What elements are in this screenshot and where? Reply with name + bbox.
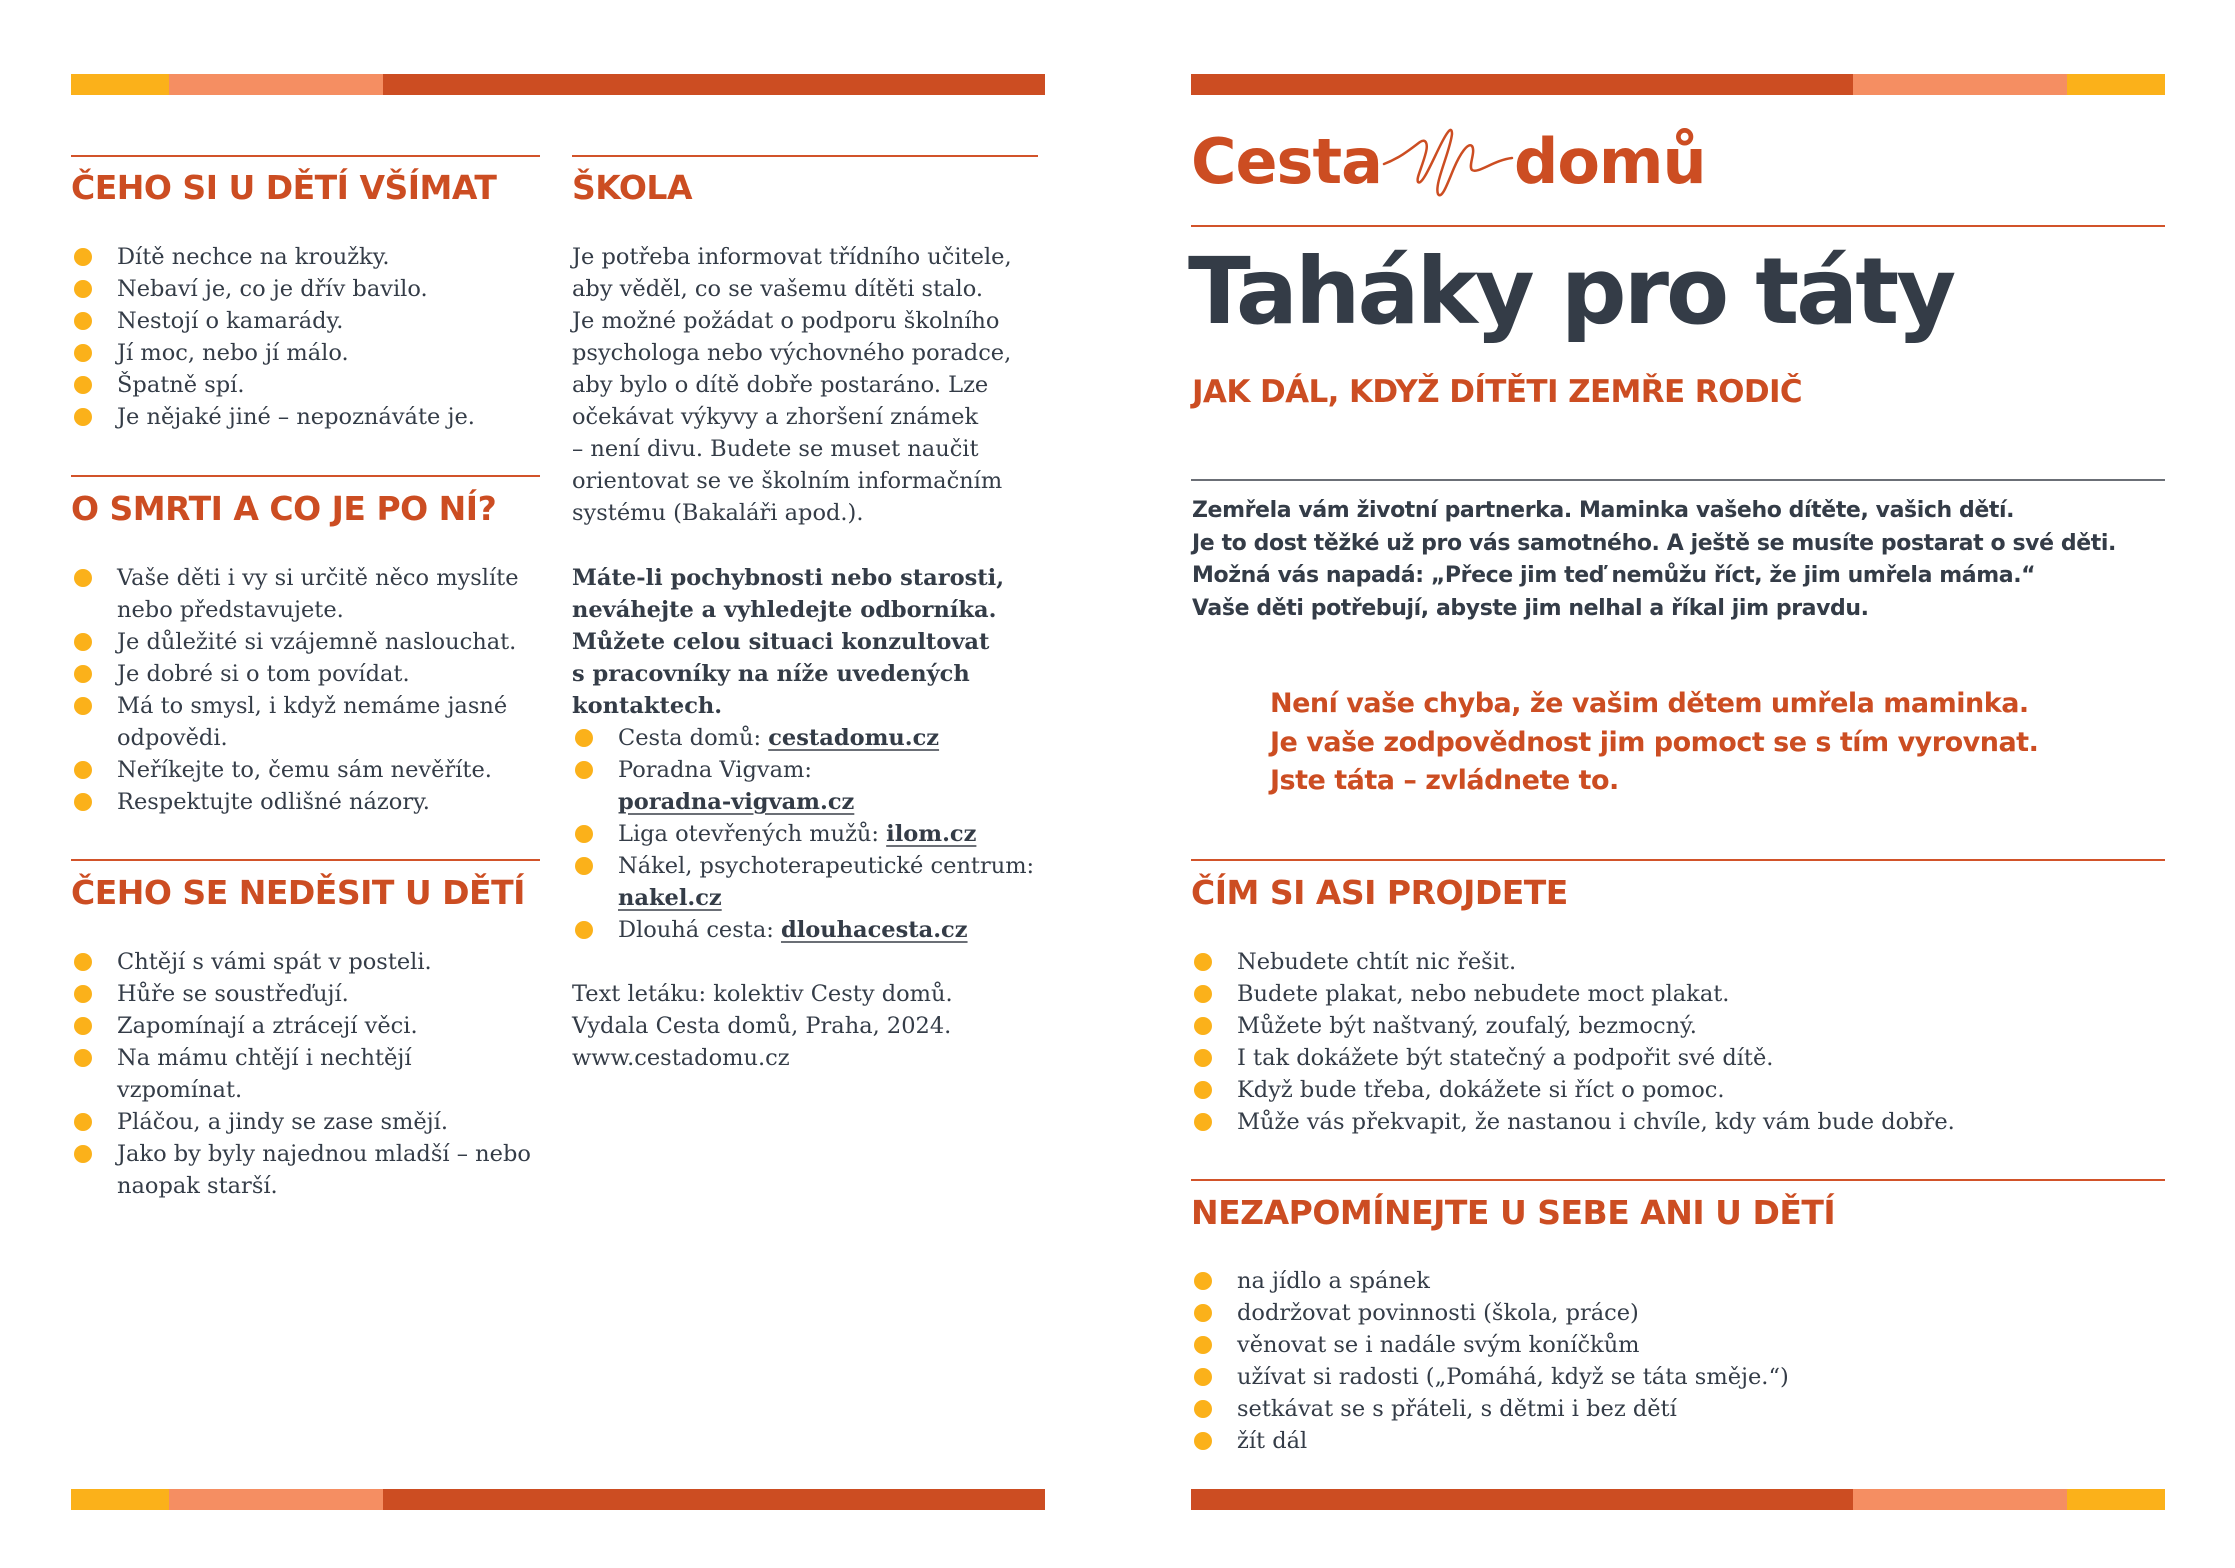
- list-item: Může vás překvapit, že nastanou i chvíle, kdy vám bude dobře.: [1191, 1106, 2161, 1138]
- credits: Text letáku: kolektiv Cesty domů. Vydala Cesta domů, Praha, 2024. www.cestadomu.cz: [572, 978, 1042, 1074]
- list-item: užívat si radosti („Pomáhá, když se táta směje.“): [1191, 1361, 2161, 1393]
- contact-link-nakel[interactable]: nakel.cz: [618, 885, 722, 911]
- contact-link-dlouhacesta[interactable]: dlouhacesta.cz: [780, 917, 968, 943]
- list-item: Je důležité si vzájemně naslouchat.: [71, 626, 541, 658]
- section-heading-school: ŠKOLA: [572, 168, 692, 207]
- dont-forget-list: [1191, 1265, 2161, 1457]
- bullet-dot-icon: [1194, 1336, 1212, 1354]
- list-item: Má to smysl, i když nemáme jasné odpovědi.: [71, 690, 541, 754]
- section-heading-dont-forget: NEZAPOMÍNEJTE U SEBE ANI U DĚTÍ: [1191, 1193, 1836, 1232]
- bar-segment-yellow: [2067, 1489, 2165, 1510]
- page-subtitle: JAK DÁL, KDYŽ DÍTĚTI ZEMŘE RODIČ: [1192, 374, 1803, 410]
- bar-segment-salmon: [1853, 1489, 2067, 1510]
- list-item: Neříkejte to, čemu sám nevěříte.: [71, 754, 541, 786]
- bullet-dot-icon: [1194, 1081, 1212, 1099]
- section-divider: [1191, 1179, 2165, 1181]
- section-heading-go-through: ČÍM SI ASI PROJDETE: [1191, 873, 1568, 912]
- bar-segment-yellow: [2067, 74, 2165, 95]
- list-item: Hůře se soustřeďují.: [71, 978, 541, 1010]
- section-divider: [1191, 859, 2165, 861]
- list-item: Zapomínají a ztrácejí věci.: [71, 1010, 541, 1042]
- squiggle-line-icon: [1382, 122, 1514, 202]
- bar-segment-red: [1191, 74, 1853, 95]
- list-item: Jako by byly najednou mladší – nebo naopak starší.: [71, 1138, 541, 1202]
- help-paragraph: Máte-li pochybnosti nebo starosti, neváhejte a vyhledejte odborníka. Můžete celou situaci konzultovat s pracovníky na níže uvedených kontaktech.: [572, 565, 1005, 719]
- bottom-color-bar: [1191, 1489, 2165, 1510]
- list-item: Nestojí o kamarády.: [71, 305, 541, 337]
- intro-divider: [1191, 479, 2165, 481]
- bullet-dot-icon: [1194, 953, 1212, 971]
- contact-item: Liga otevřených mužů: ilom.cz: [572, 818, 1042, 850]
- list-item: I tak dokážete být statečný a podpořit své dítě.: [1191, 1042, 2161, 1074]
- list-item: věnovat se i nadále svým koníčkům: [1191, 1329, 2161, 1361]
- list-item: Jí moc, nebo jí málo.: [71, 337, 541, 369]
- list-item: Respektujte odlišné názory.: [71, 786, 541, 818]
- bullet-dot-icon: [1194, 985, 1212, 1003]
- list-item: na jídlo a spánek: [1191, 1265, 2161, 1297]
- credits-website: www.cestadomu.cz: [572, 1045, 790, 1071]
- contact-item: Cesta domů: cestadomu.cz: [572, 722, 1042, 754]
- bar-segment-red: [1191, 1489, 1853, 1510]
- contact-item: Nákel, psychoterapeutické centrum: nakel.cz: [572, 850, 1042, 914]
- list-item: Je dobré si o tom povídat.: [71, 658, 541, 690]
- list-item: Je nějaké jiné – nepoznáváte je.: [71, 401, 541, 433]
- list-item: Nebudete chtít nic řešit.: [1191, 946, 2161, 978]
- contact-item: Dlouhá cesta: dlouhacesta.cz: [572, 914, 1042, 946]
- list-item: setkávat se s přáteli, s dětmi i bez dětí: [1191, 1393, 2161, 1425]
- bullet-dot-icon: [1194, 1113, 1212, 1131]
- page-title: Taháky pro táty: [1188, 238, 1954, 345]
- list-item: Dítě nechce na kroužky.: [71, 241, 541, 273]
- bullet-dot-icon: [1194, 1400, 1212, 1418]
- logo-divider: [1191, 225, 2165, 227]
- logo-word-domu: domů: [1513, 125, 1706, 198]
- list-item: Pláčou, a jindy se zase smějí.: [71, 1106, 541, 1138]
- bullet-dot-icon: [1194, 1432, 1212, 1450]
- list-item: Budete plakat, nebo nebudete moct plakat.: [1191, 978, 2161, 1010]
- section-heading-death: O SMRTI A CO JE PO NÍ?: [71, 489, 497, 528]
- logo: [1191, 122, 1706, 202]
- bullet-dot-icon: [1194, 1368, 1212, 1386]
- section-heading-notice: ČEHO SI U DĚTÍ VŠÍMAT: [71, 168, 497, 207]
- contact-link-vigvam[interactable]: poradna-vigvam.cz: [618, 789, 855, 815]
- bar-segment-salmon: [1853, 74, 2067, 95]
- school-paragraph: Je potřeba informovat třídního učitele, aby věděl, co se vašemu dítěti stalo. Je možné požádat o podporu školního psychologa nebo výchovného poradce, aby bylo o dítě dobře postaráno. Lze očekávat výkyvy a zhoršení známek – není divu. Budete se muset naučit orientovat se ve školním informačním systému (Bakaláři apod.).: [572, 244, 1012, 526]
- bullet-dot-icon: [1194, 1304, 1212, 1322]
- list-item: Když bude třeba, dokážete si říct o pomoc.: [1191, 1074, 2161, 1106]
- list-item: Vaše děti i vy si určitě něco myslíte nebo představujete.: [71, 562, 541, 626]
- list-item: Chtějí s vámi spát v posteli.: [71, 946, 541, 978]
- list-item: Nebaví je, co je dřív bavilo.: [71, 273, 541, 305]
- intro-text: Zemřela vám životní partnerka. Maminka vašeho dítěte, vašich dětí. Je to dost těžké už pro vás samotného. A ještě se musíte postarat o své děti. Možná vás napadá: „Přece jim teď nemůžu říct, že jim umřela máma.“ Vaše děti potřebují, abyste jim nelhal a říkal jim pravdu.: [1192, 498, 2116, 621]
- go-through-list: [1191, 946, 2161, 1138]
- contact-link-ilom[interactable]: ilom.cz: [886, 821, 977, 847]
- list-item: Můžete být naštvaný, zoufalý, bezmocný.: [1191, 1010, 2161, 1042]
- contact-link-cestadomu[interactable]: cestadomu.cz: [768, 725, 940, 751]
- top-color-bar: [1191, 74, 2165, 95]
- section-heading-not-scared: ČEHO SE NEDĚSIT U DĚTÍ: [71, 873, 525, 912]
- bullet-dot-icon: [1194, 1049, 1212, 1067]
- list-item: Na mámu chtějí i nechtějí vzpomínat.: [71, 1042, 541, 1106]
- contact-item: Poradna Vigvam: poradna-vigvam.cz: [572, 754, 1042, 818]
- bullet-dot-icon: [1194, 1017, 1212, 1035]
- list-item: dodržovat povinnosti (škola, práce): [1191, 1297, 2161, 1329]
- list-item: Špatně spí.: [71, 369, 541, 401]
- list-item: žít dál: [1191, 1425, 2161, 1457]
- highlight-quote: Není vaše chyba, že vašim dětem umřela maminka. Je vaše zodpovědnost jim pomoct se s tím vyrovnat. Jste táta – zvládnete to.: [1270, 688, 2039, 796]
- bullet-dot-icon: [1194, 1272, 1212, 1290]
- logo-word-cesta: Cesta: [1191, 125, 1382, 198]
